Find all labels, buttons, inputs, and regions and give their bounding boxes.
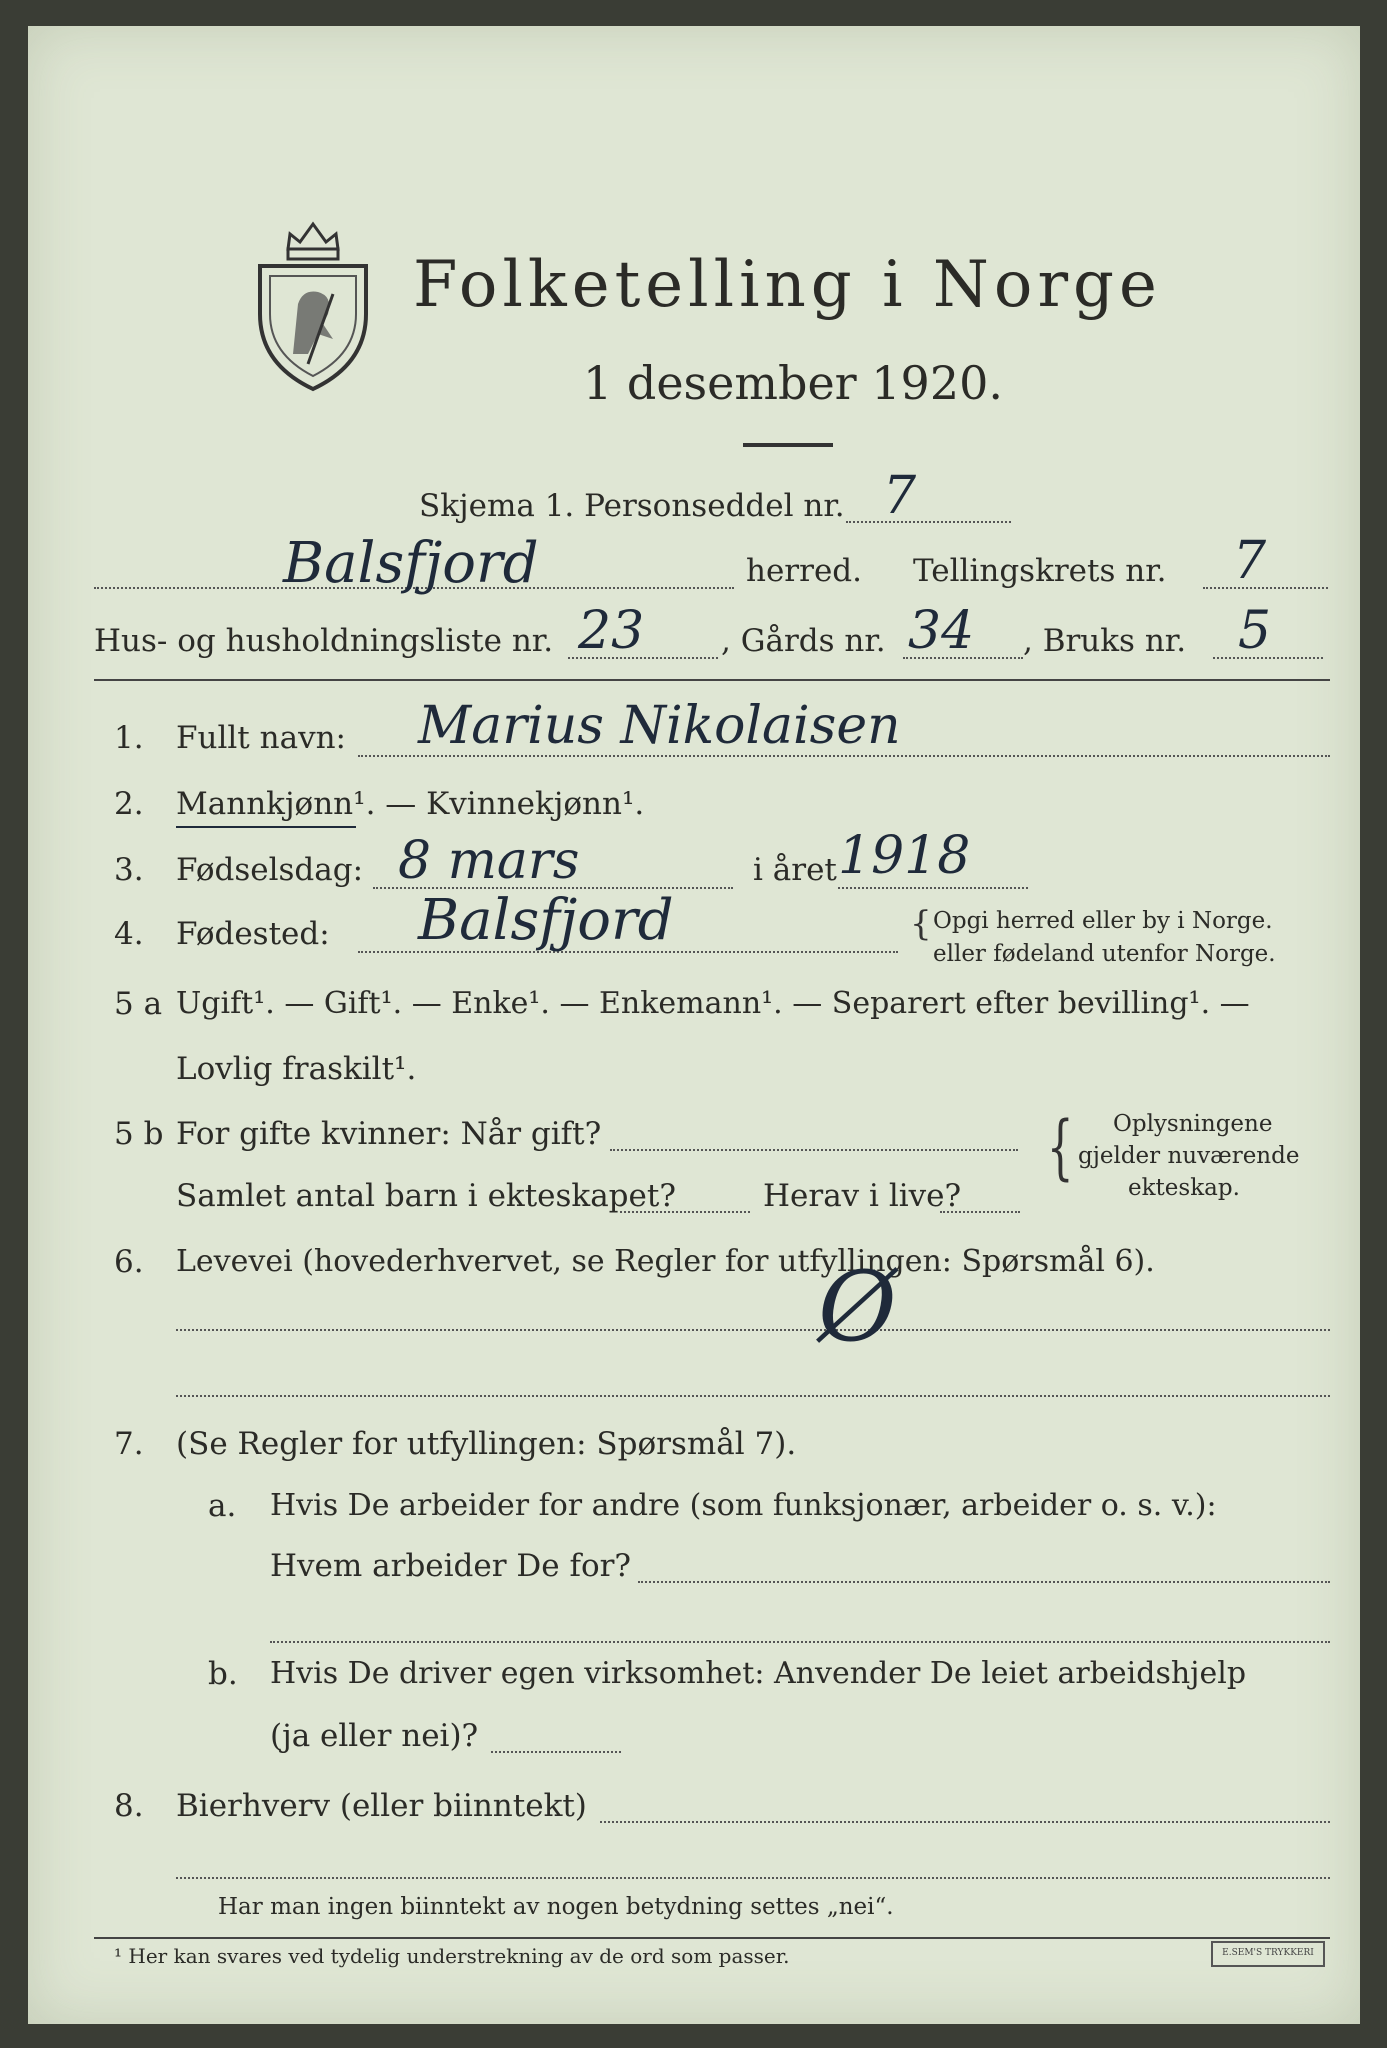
occupation-dotline-1[interactable] bbox=[176, 1328, 1330, 1331]
footnote: ¹ Her kan svares ved tydelig understrekning av de ord som passer. bbox=[114, 1944, 790, 1968]
q1-number: 1. bbox=[114, 720, 144, 756]
form-title: Folketelling i Norge bbox=[413, 248, 1162, 322]
marital-options[interactable]: Ugift¹. — Gift¹. — Enke¹. — Enkemann¹. — Separert efter bevilling¹. — bbox=[176, 986, 1250, 1021]
q5b-note-3: ekteskap. bbox=[1128, 1175, 1240, 1201]
employer-dotline-2[interactable] bbox=[270, 1640, 1330, 1643]
header-rule bbox=[94, 678, 1330, 681]
q3-number: 3. bbox=[114, 852, 144, 888]
schema-label: Skjema 1. Personseddel nr. bbox=[419, 488, 845, 524]
q5b-number: 5 b bbox=[114, 1116, 164, 1152]
q7-label: (Se Regler for utfyllingen: Spørsmål 7). bbox=[176, 1426, 797, 1462]
employer-dotline[interactable] bbox=[638, 1580, 1330, 1583]
children-alive-label: Herav i live? bbox=[763, 1178, 962, 1214]
q4-note-2: eller fødeland utenfor Norge. bbox=[933, 941, 1276, 967]
hus-value[interactable]: 23 bbox=[578, 601, 645, 661]
hus-label: Hus- og husholdningsliste nr. bbox=[94, 623, 554, 659]
q6-number: 6. bbox=[114, 1244, 144, 1280]
title-divider bbox=[743, 443, 833, 447]
q5b-note-1: Oplysningene bbox=[1113, 1111, 1273, 1137]
side-income-note: Har man ingen biinntekt av nogen betydning settes „nei“. bbox=[218, 1894, 894, 1920]
birthplace-value[interactable]: Balsfjord bbox=[418, 888, 674, 953]
herred-value[interactable]: Balsfjord bbox=[283, 531, 539, 596]
hired-help-dotline[interactable] bbox=[491, 1750, 621, 1753]
norway-coat-of-arms-icon bbox=[248, 204, 378, 394]
occupation-dotline-2[interactable] bbox=[176, 1394, 1330, 1397]
q4-number: 4. bbox=[114, 916, 144, 952]
q8-number: 8. bbox=[114, 1788, 144, 1824]
q7b-number: b. bbox=[208, 1656, 238, 1692]
q2-number: 2. bbox=[114, 786, 144, 822]
q5b-note-2: gjelder nuværende bbox=[1078, 1143, 1300, 1169]
personseddel-number[interactable]: 7 bbox=[883, 466, 917, 526]
gards-value[interactable]: 34 bbox=[908, 601, 975, 661]
q7b-line-1: Hvis De driver egen virksomhet: Anvender De leiet arbeidshjelp bbox=[270, 1656, 1247, 1691]
gender-underline bbox=[176, 826, 356, 828]
q5b-brace: { bbox=[1046, 1106, 1074, 1188]
tellingskrets-value[interactable]: 7 bbox=[1233, 531, 1267, 591]
q7b-line-2: (ja eller nei)? bbox=[270, 1718, 479, 1754]
side-income-dotline-2[interactable] bbox=[176, 1876, 1330, 1879]
when-married-dotline[interactable] bbox=[610, 1148, 1018, 1151]
children-count-label: Samlet antal barn i ekteskapet? bbox=[176, 1178, 676, 1214]
marital-options-cont[interactable]: Lovlig fraskilt¹. bbox=[176, 1051, 417, 1087]
q7a-line-1: Hvis De arbeider for andre (som funksjonær, arbeider o. s. v.): bbox=[270, 1488, 1217, 1523]
herred-label: herred. bbox=[746, 553, 862, 589]
birthday-value[interactable]: 8 mars bbox=[398, 831, 580, 891]
occupation-label: Levevei (hovederhvervet, se Regler for utfyllingen: Spørsmål 6). bbox=[176, 1244, 1155, 1279]
q3-label: Fødselsdag: bbox=[176, 852, 364, 888]
year-label: i året bbox=[753, 852, 837, 888]
schema-dotline bbox=[846, 520, 1011, 523]
form-date: 1 desember 1920. bbox=[583, 356, 1003, 410]
q5a-number: 5 a bbox=[114, 986, 163, 1022]
gender-options[interactable]: Mannkjønn¹. — Kvinnekjønn¹. bbox=[176, 786, 645, 822]
footer-rule bbox=[94, 1936, 1330, 1939]
married-women-label: For gifte kvinner: Når gift? bbox=[176, 1116, 602, 1152]
q7a-line-2: Hvem arbeider De for? bbox=[270, 1548, 632, 1584]
bruks-value[interactable]: 5 bbox=[1238, 601, 1272, 661]
q1-label: Fullt navn: bbox=[176, 720, 346, 756]
q7a-number: a. bbox=[208, 1488, 237, 1524]
printer-stamp: E.SEM'S TRYKKERI bbox=[1211, 1941, 1325, 1967]
q4-label: Fødested: bbox=[176, 916, 330, 952]
gards-label: , Gårds nr. bbox=[721, 623, 886, 659]
occupation-mark[interactable]: Ø bbox=[818, 1251, 897, 1363]
q4-note-1: Opgi herred eller by i Norge. bbox=[933, 908, 1273, 934]
side-income-label: Bierhverv (eller biinntekt) bbox=[176, 1788, 587, 1824]
tellingskrets-label: Tellingskrets nr. bbox=[913, 553, 1167, 589]
full-name-value[interactable]: Marius Nikolaisen bbox=[418, 696, 901, 756]
year-dotline bbox=[838, 886, 1028, 889]
children-alive-dotline[interactable] bbox=[940, 1210, 1020, 1213]
children-count-dotline[interactable] bbox=[620, 1210, 750, 1213]
census-form bbox=[28, 26, 1360, 2024]
birth-year-value[interactable]: 1918 bbox=[838, 826, 971, 886]
q4-brace: { bbox=[910, 904, 932, 944]
side-income-dotline[interactable] bbox=[600, 1820, 1330, 1823]
bruks-label: , Bruks nr. bbox=[1023, 623, 1187, 659]
q7-number: 7. bbox=[114, 1426, 144, 1462]
